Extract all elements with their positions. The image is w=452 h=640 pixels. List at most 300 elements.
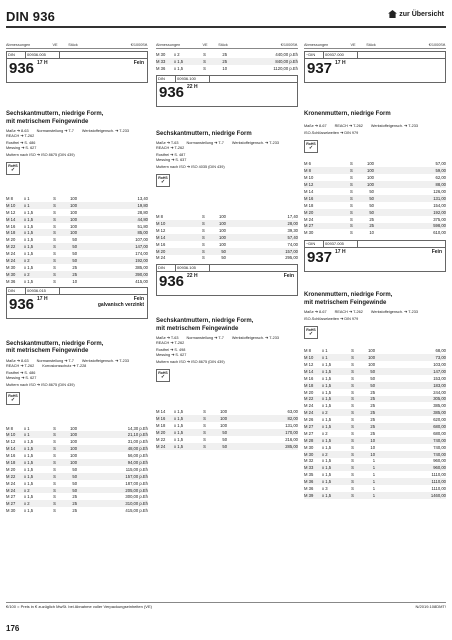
- ref-link[interactable]: Rostfrei ➔ S. 486: [6, 141, 36, 145]
- ve-cell: S: [351, 451, 361, 458]
- pitch-cell: x 1,5: [24, 494, 34, 500]
- column-2: [156, 43, 298, 450]
- iso-reference[interactable]: Muttern nach ISO ➔ ISO 8675 (DIN 439): [6, 382, 75, 387]
- ref-link[interactable]: REACH ➔ T-262: [156, 341, 185, 346]
- ve-cell: S: [203, 423, 206, 429]
- column-header: Abmessungen VE Stück €/1000Stf.: [6, 43, 148, 47]
- size-cell: M 36: [156, 65, 166, 71]
- price-cell: 153,00: [433, 375, 446, 381]
- ve-cell: S: [53, 473, 63, 480]
- price-cell: 13,40: [137, 195, 148, 201]
- price-cell: 415,00 p.Eh: [125, 508, 148, 514]
- ve-cell: S: [53, 271, 63, 278]
- qty-cell: 50: [212, 248, 226, 255]
- price-cell: 103,00: [433, 362, 446, 368]
- article-box: DIN 00936.005 936 17 H Fein: [6, 51, 148, 83]
- qty-cell: 50: [221, 255, 226, 261]
- ref-link[interactable]: Werkstoffeigensch. ➔ T-233: [81, 358, 130, 363]
- price-cell: 115,00 p.Eh: [125, 466, 148, 472]
- ref-link[interactable]: Messing ➔ S. 637: [156, 158, 187, 163]
- price-cell: 131,00: [374, 195, 446, 202]
- ref-link[interactable]: REACH ➔ T-262: [6, 363, 35, 368]
- price-cell: 1460,00: [375, 492, 446, 499]
- pitch-cell: [322, 229, 330, 236]
- qty-cell: 50: [72, 237, 78, 243]
- size-cell: M 20: [304, 389, 314, 395]
- price-cell: 1110,00: [375, 478, 446, 485]
- ve-cell: S: [53, 209, 56, 215]
- title-divider: [6, 26, 446, 28]
- qty-cell: 100: [213, 415, 227, 422]
- iso-reference[interactable]: ISO-Schlüsselweiten ➔ DIN 979: [304, 317, 359, 322]
- price-cell: 51,80: [137, 223, 148, 229]
- finish: galvanisch verzinkt: [97, 301, 144, 308]
- pitch-cell: [322, 223, 330, 230]
- overview-link[interactable]: [388, 10, 444, 18]
- home-icon: [388, 10, 397, 18]
- size-cell: M 20: [156, 429, 174, 436]
- size-cell: M 12: [156, 227, 166, 233]
- ref-link[interactable]: Werkstoffeigensch. ➔ T-233: [370, 123, 418, 128]
- ref-link[interactable]: Normanstellung ➔ T-7: [36, 358, 74, 363]
- table-row: [304, 223, 446, 230]
- price-cell: 375,00: [433, 216, 446, 222]
- iso-reference[interactable]: Muttern nach ISO ➔ ISO 8675 (DIN 439): [156, 360, 225, 365]
- pitch-cell: x 1,5: [322, 479, 332, 485]
- ref-link[interactable]: Normanstellung ➔ T-7: [186, 336, 224, 341]
- price-table: [304, 161, 446, 237]
- size-cell: M 18: [6, 229, 24, 236]
- pitch-cell: x 1,5: [174, 65, 184, 71]
- ve-cell: S: [53, 500, 63, 507]
- pitch-cell: x 1,5: [24, 230, 34, 236]
- size-cell: M 26: [304, 417, 314, 423]
- size-cell: M 30: [6, 271, 24, 278]
- price-cell: 74,00: [287, 241, 298, 247]
- table-row: [304, 389, 446, 396]
- pitch-cell: x 1,5: [24, 209, 34, 215]
- qty-cell: 25: [360, 223, 374, 230]
- ve-cell: S: [53, 237, 56, 243]
- ref-link[interactable]: Rostfrei ➔ S. 486: [6, 370, 36, 375]
- column-1: [6, 43, 148, 514]
- ref-link[interactable]: Korrosionsschutz ➔ T-228: [42, 363, 87, 368]
- price-cell: 205,00 p.Eh: [77, 487, 148, 494]
- check-icon: ✓: [160, 179, 166, 186]
- ve-cell: S: [53, 487, 63, 494]
- section-description: [6, 341, 148, 405]
- size-cell: M 14: [6, 445, 24, 452]
- ref-link[interactable]: Messing ➔ S. 627: [6, 375, 37, 380]
- price-cell: 300,00 p.Eh: [125, 494, 148, 500]
- table-row: [156, 51, 298, 58]
- article-box: ~DIN 00937.000 937 17 H: [304, 51, 446, 83]
- ref-link[interactable]: Messing ➔ S. 627: [156, 353, 187, 358]
- qty-cell: 50: [72, 480, 78, 486]
- pitch-cell: x 2: [24, 500, 33, 507]
- size-cell: M 30: [304, 444, 314, 450]
- pitch-cell: x 1,5: [322, 444, 332, 450]
- pitch-cell: x 1,5: [322, 382, 332, 388]
- ref-link[interactable]: Maße ➔ 8-67: [304, 310, 327, 315]
- ref-link[interactable]: Maße ➔ 8-63: [6, 358, 29, 363]
- table-row: [6, 473, 148, 480]
- size-cell: M 8: [156, 214, 163, 220]
- rohs-badge: RoHS ✓: [6, 392, 20, 405]
- qty-cell: 25: [361, 396, 375, 403]
- table-row: [304, 478, 446, 485]
- ve-cell: S: [350, 195, 360, 202]
- size-cell: M 24: [304, 216, 314, 222]
- ref-link[interactable]: REACH ➔ T-262: [334, 310, 363, 315]
- ve-cell: S: [351, 423, 361, 430]
- ve-cell: S: [350, 161, 353, 167]
- table-row: [156, 58, 298, 65]
- price-cell: 620,00: [433, 417, 446, 423]
- table-row: [304, 423, 446, 430]
- table-row: [6, 431, 148, 438]
- section-subtitle: mit metrischem Feingewinde: [6, 348, 89, 355]
- table-row: [304, 188, 446, 195]
- pitch-cell: x 1: [24, 202, 33, 209]
- qty-cell: 100: [63, 431, 77, 438]
- qty-cell: 1: [361, 478, 375, 485]
- qty-cell: 100: [361, 354, 375, 361]
- iso-reference[interactable]: Muttern nach ISO ➔ ISO 4035 (DIN 439): [156, 165, 225, 170]
- qty-cell: 25: [63, 500, 77, 507]
- ve-cell: S: [53, 257, 63, 264]
- size-cell: M 6: [304, 161, 311, 167]
- pitch-cell: x 2: [322, 409, 331, 416]
- ve-cell: S: [351, 430, 354, 436]
- pitch-cell: x 1,5: [174, 416, 184, 422]
- article-box: ~DIN 00937.005 937 17 H Fein: [304, 240, 446, 272]
- ref-link[interactable]: Maße ➔ 8-63: [6, 129, 29, 133]
- table-row: [6, 264, 148, 271]
- iso-reference[interactable]: Muttern nach ISO ➔ ISO 8675 (DIN 439): [6, 153, 75, 157]
- table-row: [304, 229, 446, 236]
- pitch-cell: [322, 216, 330, 223]
- qty-cell: 100: [360, 181, 374, 188]
- footer-code: N/2019.108DMT!: [415, 604, 446, 609]
- price-cell: 63,00: [287, 409, 298, 415]
- price-table: [6, 425, 148, 515]
- size-cell: M 10: [304, 354, 322, 361]
- ref-link[interactable]: Messing ➔ S. 627: [6, 146, 37, 150]
- section-subtitle: mit metrischem Feingewinde: [304, 299, 387, 306]
- pitch-cell: x 2: [322, 451, 331, 458]
- table-row: [156, 408, 298, 415]
- size-cell: M 20: [304, 209, 322, 216]
- size-cell: M 10: [6, 202, 24, 209]
- table-row: [304, 361, 446, 368]
- ve-cell: S: [203, 51, 206, 57]
- check-icon: ✓: [308, 144, 314, 151]
- din-number: 936: [159, 273, 185, 291]
- din-number: 937: [307, 249, 333, 267]
- price-cell: 88,00: [374, 181, 446, 188]
- table-row: [156, 443, 298, 450]
- property-class: 17 H: [335, 249, 346, 256]
- price-cell: 310,00 p.Eh: [77, 500, 148, 507]
- ref-link[interactable]: REACH ➔ T-262: [334, 123, 363, 128]
- size-cell: M 36: [304, 486, 314, 492]
- ve-cell: S: [202, 248, 212, 255]
- table-row: [304, 409, 446, 416]
- price-cell: 960,00: [433, 458, 446, 464]
- size-cell: M 16: [156, 415, 174, 422]
- pitch-cell: x 2: [24, 257, 33, 264]
- pitch-cell: [174, 220, 182, 227]
- size-cell: M 10: [304, 175, 314, 181]
- price-cell: 85,00: [77, 229, 148, 236]
- price-cell: 385,00: [375, 409, 446, 416]
- ref-link[interactable]: Werkstoffeigensch. ➔ T-233: [370, 310, 418, 315]
- article-number: 00936.105: [177, 265, 196, 271]
- qty-cell: 50: [213, 443, 227, 450]
- size-cell: M 18: [156, 423, 166, 429]
- pitch-cell: x 2: [322, 430, 328, 436]
- size-cell: M 27: [6, 494, 16, 500]
- table-row: [6, 229, 148, 236]
- pitch-cell: [174, 255, 182, 262]
- ve-cell: S: [53, 508, 56, 514]
- column-3: [304, 43, 446, 499]
- ve-cell: S: [351, 389, 354, 395]
- size-cell: M 24: [156, 443, 174, 450]
- ref-link[interactable]: REACH ➔ T-262: [156, 146, 185, 151]
- pitch-cell: x 1,5: [174, 58, 184, 64]
- ref-link[interactable]: Werkstoffeigensch. ➔ T-233: [81, 129, 130, 133]
- pitch-cell: [174, 227, 182, 234]
- check-icon: ✓: [308, 331, 314, 338]
- qty-cell: 10: [361, 451, 375, 458]
- qty-cell: 10: [72, 278, 78, 284]
- ve-cell: S: [53, 431, 63, 438]
- size-cell: M 22: [6, 473, 24, 480]
- price-cell: 183,00: [375, 382, 446, 389]
- size-cell: M 22: [156, 436, 166, 442]
- ve-cell: S: [350, 230, 353, 236]
- article-box: DIN 00936.100 936 22 H: [156, 75, 298, 107]
- qty-cell: 25: [63, 271, 77, 278]
- pitch-cell: x 1,5: [322, 368, 332, 374]
- pitch-cell: x 2: [174, 51, 180, 57]
- table-row: [304, 430, 446, 437]
- size-cell: M 8: [304, 167, 322, 174]
- qty-cell: 1: [372, 486, 376, 492]
- table-row: [6, 493, 148, 500]
- size-cell: M 24: [6, 257, 24, 264]
- qty-cell: 25: [213, 58, 227, 65]
- ve-cell: S: [203, 58, 213, 65]
- table-row: [156, 220, 298, 227]
- table-row: [156, 422, 298, 429]
- pitch-cell: [322, 167, 330, 174]
- table-row: [6, 223, 148, 230]
- ref-link[interactable]: Rostfrei ➔ S. 487: [156, 153, 186, 158]
- pitch-cell: x 1,5: [24, 251, 34, 257]
- size-cell: M 16: [304, 375, 314, 381]
- ve-cell: S: [351, 368, 361, 375]
- ve-cell: S: [202, 255, 205, 261]
- size-cell: M 24: [6, 480, 16, 486]
- table-row: [304, 471, 446, 478]
- price-cell: 285,00: [227, 443, 298, 450]
- qty-cell: 25: [72, 264, 78, 270]
- ref-link[interactable]: REACH ➔ T-262: [6, 134, 35, 138]
- price-cell: 28,80: [137, 209, 148, 215]
- table-row: [304, 161, 446, 168]
- qty-cell: 50: [63, 257, 77, 264]
- size-cell: M 30: [6, 264, 16, 270]
- pitch-cell: x 1,5: [322, 375, 332, 381]
- pitch-cell: [322, 174, 330, 181]
- price-cell: 740,00: [433, 444, 446, 450]
- qty-cell: 25: [72, 494, 78, 500]
- price-cell: 19,80: [77, 202, 148, 209]
- price-cell: 28,00: [226, 220, 298, 227]
- qty-cell: 100: [63, 229, 77, 236]
- price-cell: 740,00: [375, 437, 446, 444]
- price-cell: 48,00 p.Eh: [77, 445, 148, 452]
- qty-cell: 50: [63, 473, 77, 480]
- table-row: [6, 459, 148, 466]
- section-title: Kronenmuttern, niedrige Form: [304, 111, 391, 117]
- property-class: 17 H: [335, 60, 346, 66]
- iso-reference[interactable]: ISO-Schlüsselweiten ➔ DIN 979: [304, 130, 359, 135]
- pitch-cell: x 1,5: [24, 439, 34, 445]
- price-cell: 1110,00: [431, 472, 446, 478]
- size-cell: M 16: [6, 223, 16, 229]
- qty-cell: 100: [212, 234, 226, 241]
- price-cell: 157,00: [226, 248, 298, 255]
- page-title: DIN 936: [6, 9, 56, 24]
- table-row: [304, 181, 446, 188]
- ve-cell: S: [53, 216, 63, 223]
- ve-cell: S: [53, 453, 56, 459]
- qty-cell: 1: [372, 458, 376, 464]
- size-cell: M 36: [6, 278, 16, 284]
- table-row: [304, 492, 446, 499]
- pitch-cell: x 1: [24, 425, 30, 431]
- ve-cell: S: [351, 403, 354, 409]
- ve-cell: S: [351, 444, 354, 450]
- ref-link[interactable]: Werkstoffeigensch. ➔ T-233: [231, 141, 279, 146]
- size-cell: M 22: [304, 396, 322, 403]
- price-cell: 147,00: [77, 243, 148, 250]
- ref-link[interactable]: Maße ➔ 8-67: [304, 123, 327, 128]
- size-cell: M 24: [304, 409, 322, 416]
- qty-cell: 100: [63, 216, 77, 223]
- price-cell: 44,80: [77, 216, 148, 223]
- ref-link[interactable]: Maße ➔ T-63: [156, 141, 179, 146]
- size-cell: M 30: [6, 508, 16, 514]
- ref-link[interactable]: Rostfrei ➔ S. 498: [156, 348, 186, 353]
- size-cell: M 16: [6, 453, 16, 459]
- ve-cell: S: [351, 396, 361, 403]
- ve-cell: S: [350, 181, 360, 188]
- ve-cell: S: [350, 189, 353, 194]
- ref-link[interactable]: Normanstellung ➔ T-7: [186, 141, 224, 146]
- price-cell: 82,00: [227, 415, 298, 422]
- size-cell: M 20: [156, 248, 174, 255]
- ve-cell: S: [53, 223, 56, 229]
- size-cell: M 8: [304, 348, 311, 354]
- size-cell: M 10: [156, 220, 174, 227]
- ve-cell: S: [203, 409, 206, 415]
- price-cell: 187,00 p.Eh: [125, 480, 148, 486]
- qty-cell: 50: [369, 189, 374, 194]
- pitch-cell: x 1,5: [174, 423, 184, 429]
- qty-cell: 50: [222, 436, 228, 442]
- ve-cell: S: [53, 202, 63, 209]
- table-row: [6, 271, 148, 278]
- table-row: [304, 174, 446, 181]
- din-number: 937: [307, 60, 333, 77]
- size-cell: M 18: [304, 382, 322, 389]
- qty-cell: 10: [370, 444, 376, 450]
- qty-cell: 25: [361, 423, 375, 430]
- qty-cell: 100: [368, 362, 376, 368]
- qty-cell: 100: [70, 209, 78, 215]
- ref-link[interactable]: Werkstoffeigensch. ➔ T-233: [231, 336, 279, 341]
- section-title: Kronenmuttern, niedrige Form,: [304, 292, 393, 299]
- ref-link[interactable]: Normanstellung ➔ T-7: [36, 129, 74, 133]
- price-cell: 39,30: [287, 227, 298, 233]
- table-row: [6, 202, 148, 209]
- qty-cell: 10: [222, 65, 228, 71]
- qty-cell: 100: [220, 423, 228, 429]
- table-row: [6, 480, 148, 487]
- property-class: 22 H: [187, 273, 198, 280]
- price-cell: 170,00: [227, 429, 298, 436]
- section-description: [156, 318, 298, 382]
- qty-cell: 100: [360, 167, 374, 174]
- price-cell: 31,00 p.Eh: [127, 439, 148, 445]
- ve-cell: S: [350, 223, 360, 230]
- ve-cell: S: [351, 409, 361, 416]
- ve-cell: S: [351, 492, 361, 499]
- table-row: [156, 234, 298, 241]
- table-row: [6, 500, 148, 507]
- price-cell: 385,00: [135, 264, 148, 270]
- pitch-cell: x 1,5: [24, 473, 34, 479]
- ref-link[interactable]: Maße ➔ T-63: [156, 336, 179, 341]
- table-row: [304, 402, 446, 409]
- size-cell: M 24: [6, 487, 24, 494]
- qty-cell: 100: [63, 459, 77, 466]
- price-cell: 107,00: [135, 237, 148, 243]
- footer: [6, 602, 446, 609]
- ve-cell: S: [203, 415, 213, 422]
- pitch-cell: x 1: [24, 431, 33, 438]
- pitch-cell: x 1,5: [24, 223, 34, 229]
- price-cell: 680,00: [375, 423, 446, 430]
- size-cell: M 32: [304, 458, 314, 464]
- qty-cell: 100: [70, 195, 78, 201]
- price-cell: 415,00: [135, 278, 148, 284]
- pitch-cell: x 3: [322, 486, 328, 492]
- ve-cell: S: [53, 251, 56, 257]
- ve-cell: S: [53, 278, 56, 284]
- ve-cell: S: [53, 243, 63, 250]
- table-row: [304, 375, 446, 382]
- price-cell: 62,00: [435, 175, 446, 181]
- table-row: [6, 243, 148, 250]
- price-cell: 192,00: [77, 257, 148, 264]
- pitch-cell: x 1: [24, 195, 30, 201]
